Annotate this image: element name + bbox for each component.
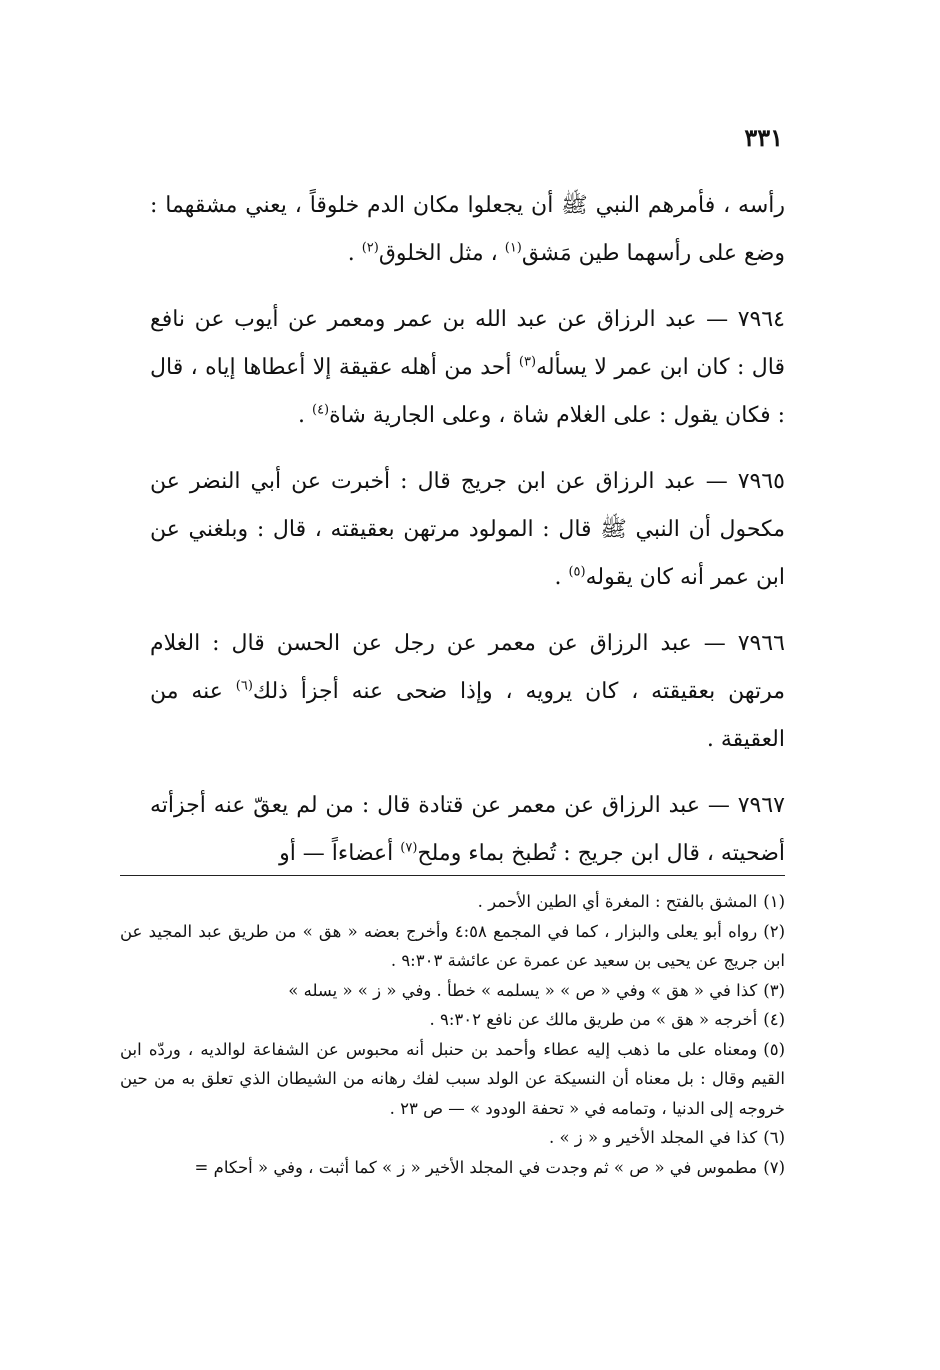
- page-number: ٣٣١: [744, 123, 783, 152]
- hadith-7964: ٧٩٦٤ — عبد الرزاق عن عبد الله بن عمر ومعمر عن أيوب عن نافع قال : كان ابن عمر لا يسأله$^{(٣)}$ أحد من أهله عقيقة إلا أعطاها إياه ، قال : فكان يقول : على الغلام شاة ، وعلى الجارية شاة$^{(٤)}$ .: [150, 307, 785, 428]
- main-text: [150, 182, 785, 878]
- footnote-2: (٢)رواه أبو يعلى والبزار ، كما في المجمع ٤:٥٨ وأخرج بعضه « هق » من طريق عبد المجيد عن ابن جريج عن يحيى بن سعيد عن عمرة عن عائشة ٩:٣٠٣ .: [120, 921, 785, 970]
- footnote-ref-6: (٦): [235, 678, 253, 694]
- footnote-7: (٧)مطموس في « ص » ثم وجدت في المجلد الأخير « ز » كما أثبت ، وفي « أحكام =: [194, 1157, 785, 1177]
- footnote-1: (١)المشق بالفتح : المغرة أي الطين الأحمر .: [477, 892, 785, 911]
- footnote-ref-4: (٤): [311, 402, 330, 418]
- paragraph-intro: رأسه ، فأمرهم النبي ﷺ أن يجعلوا مكان الدم خلوقاً ، يعني مشقهما : وضع على رأسهما طين مَشق$^{(١)}$ ، مثل الخلوق$^{(٢)}$ .: [150, 193, 785, 266]
- footnote-ref-5: (٥): [568, 564, 586, 580]
- footnote-3: (٣)كذا في « هق » وفي « ص » « يسلمه » خطأ . وفي « ز » « يسله »: [288, 980, 785, 1000]
- footnote-ref-2: (٢): [361, 240, 379, 256]
- hadith-7966: ٧٩٦٦ — عبد الرزاق عن معمر عن رجل عن الحسن قال : الغلام مرتهن بعقيقته ، كان يرويه ، وإذا ضحى عنه أجزأ ذلك$^{(٦)}$ عنه من العقيقة .: [150, 631, 786, 752]
- footnote-ref-3: (٣): [518, 354, 537, 370]
- footnote-ref-1: (١): [504, 240, 522, 256]
- footnote-6: (٦)كذا في المجلد الأخير و « ز » .: [548, 1128, 785, 1147]
- footnotes: [120, 887, 785, 1182]
- footnote-5: (٥)ومعناه على ما ذهب إليه عطاء وأحمد بن حنبل أنه محبوس عن الشفاعة لوالديه ، وردّه ابن القيم وقال : بل معناه أن النسيكة عن الولد سبب لفك رهانه من الشيطان الذي تعلق به من حين خروجه إلى الدنيا ، وتمامه في « تحفة الودود » — ص ٢٣ .: [120, 1039, 785, 1118]
- footnote-ref-7: (٧): [400, 840, 418, 856]
- footnote-separator: [120, 875, 785, 876]
- hadith-7965: ٧٩٦٥ — عبد الرزاق عن ابن جريج قال : أخبرت عن أبي النضر عن مكحول أن النبي ﷺ قال : المولود مرتهن بعقيقته ، قال : وبلغني عن ابن عمر أنه كان يقوله$^{(٥)}$ .: [150, 469, 785, 590]
- footnote-4: (٤)أخرجه « هق » من طريق مالك عن نافع ٩:٣٠٢ .: [429, 1010, 785, 1029]
- hadith-7967: ٧٩٦٧ — عبد الرزاق عن معمر عن قتادة قال : من لم يعقّ عنه أجزأته أضحيته ، قال ابن جريج : تُطبخ بماء وملح$^{(٧)}$ أعضاءاً — أو: [150, 793, 785, 866]
